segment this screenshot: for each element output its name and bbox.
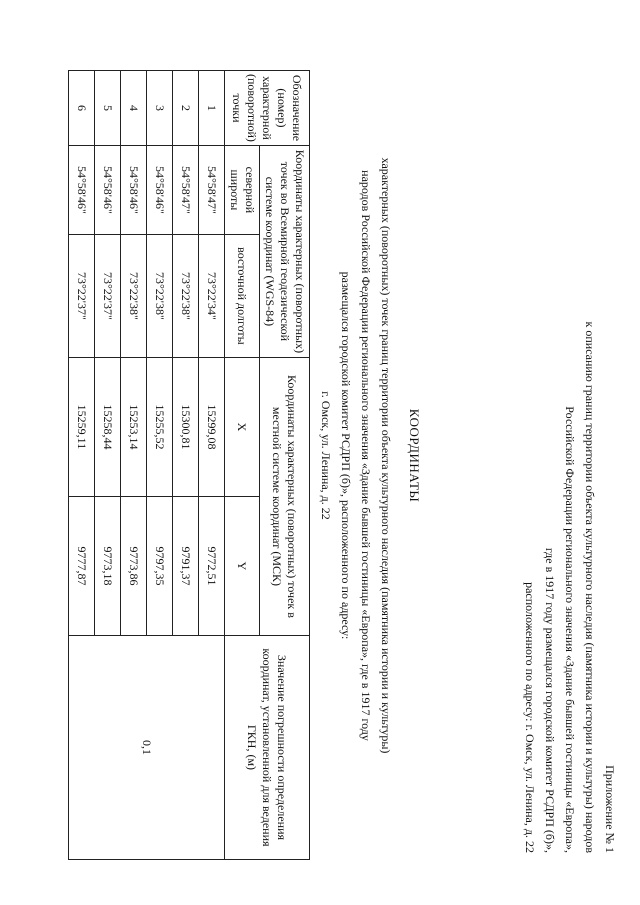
x-header: X xyxy=(225,357,260,496)
y-cell: 9791,37 xyxy=(173,496,199,635)
heading-line: народов Российской Федерации регионального значения «Здание бывшей гостиницы «Европа», где в 1917 году xyxy=(359,170,373,741)
y-cell: 9773,86 xyxy=(121,496,147,635)
wgs84-header: Координаты характерных (поворотных) точек во Всемирной геодезической системе координат (WGS-84) xyxy=(260,145,310,357)
appendix-line: где в 1917 году размещался городской комитет РСДРП (б)», xyxy=(543,547,557,853)
appendix-line: к описанию границ территории объекта культурного наследия (памятника истории и культуры) народов xyxy=(583,321,597,853)
y-cell: 9773,18 xyxy=(95,496,121,635)
coordinates-table xyxy=(68,70,310,860)
heading-line: г. Омск, ул. Ленина, д. 22 xyxy=(319,391,333,520)
point-number-cell: 6 xyxy=(69,71,95,146)
heading-line: размещался городской комитет РСДРП (б)», расположенного по адресу: xyxy=(339,271,353,640)
longitude-cell: 73°22'38" xyxy=(147,234,173,357)
y-cell: 9772,51 xyxy=(199,496,225,635)
accuracy-value-cell: 0,1 xyxy=(69,635,225,859)
appendix-number: Приложение № 1 xyxy=(603,765,617,853)
document-heading xyxy=(316,48,424,863)
latitude-cell: 54°58'47" xyxy=(199,145,225,234)
x-cell: 15299,08 xyxy=(199,357,225,496)
longitude-header: восточной долготы xyxy=(225,234,260,357)
accuracy-header: Значение погрешности определения координат, установленной для ведения ГКН, (м) xyxy=(225,635,310,859)
longitude-cell: 73°22'38" xyxy=(121,234,147,357)
longitude-cell: 73°22'38" xyxy=(173,234,199,357)
document-title: КООРДИНАТЫ xyxy=(407,408,422,503)
appendix-line: расположенного по адресу: г. Омск, ул. Ленина, д. 22 xyxy=(523,582,537,853)
latitude-cell: 54°58'46" xyxy=(95,145,121,234)
x-cell: 15253,14 xyxy=(121,357,147,496)
table-row xyxy=(199,71,225,860)
rotated-document-page xyxy=(20,18,620,893)
latitude-cell: 54°58'46" xyxy=(69,145,95,234)
latitude-cell: 54°58'47" xyxy=(173,145,199,234)
longitude-cell: 73°22'37" xyxy=(95,234,121,357)
y-cell: 9797,35 xyxy=(147,496,173,635)
appendix-header xyxy=(520,38,620,853)
point-number-cell: 4 xyxy=(121,71,147,146)
y-cell: 9777,87 xyxy=(69,496,95,635)
msk-header: Координаты характерных (поворотных) точек в местной системе координат (МСК) xyxy=(260,357,310,635)
point-number-cell: 5 xyxy=(95,71,121,146)
longitude-cell: 73°22'37" xyxy=(69,234,95,357)
latitude-cell: 54°58'46" xyxy=(121,145,147,234)
heading-line: характерных (поворотных) точек границ территории объекта культурного наследия (памятника истории и культуры) xyxy=(379,157,393,754)
point-number-cell: 1 xyxy=(199,71,225,146)
latitude-cell: 54°58'46" xyxy=(147,145,173,234)
y-header: Y xyxy=(225,496,260,635)
point-number-cell: 3 xyxy=(147,71,173,146)
x-cell: 15259,11 xyxy=(69,357,95,496)
longitude-cell: 73°22'34" xyxy=(199,234,225,357)
table-header-row xyxy=(260,71,310,860)
x-cell: 15255,52 xyxy=(147,357,173,496)
latitude-header: северной широты xyxy=(225,145,260,234)
point-number-cell: 2 xyxy=(173,71,199,146)
x-cell: 15300,81 xyxy=(173,357,199,496)
appendix-line: Российской Федерации регионального значения «Здание бывшей гостиницы «Европа», xyxy=(563,406,577,853)
point-number-header: Обозначение (номер) характерной (поворотной) точки xyxy=(225,71,310,146)
x-cell: 15258,44 xyxy=(95,357,121,496)
